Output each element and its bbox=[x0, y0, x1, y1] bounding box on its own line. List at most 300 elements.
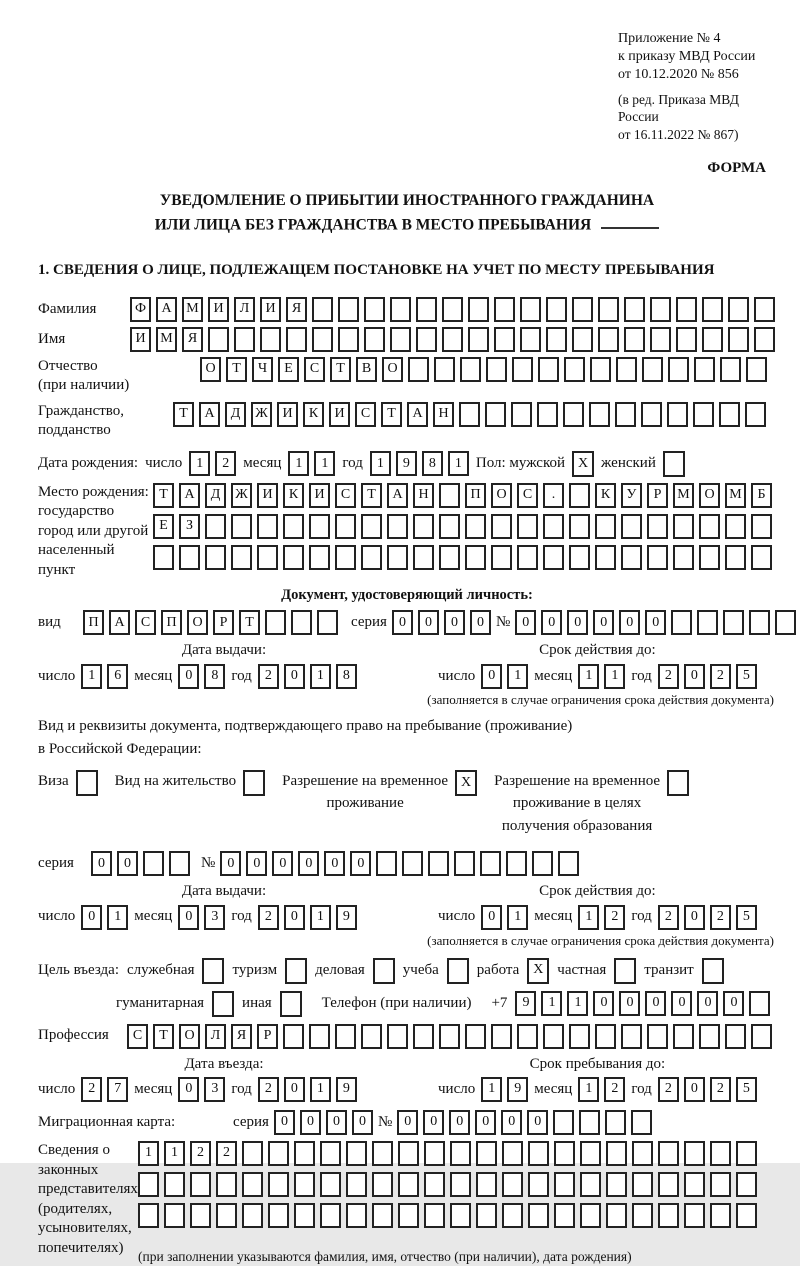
char-cell: 1 bbox=[189, 451, 210, 476]
char-cell bbox=[491, 1024, 512, 1049]
year-label: год bbox=[231, 908, 252, 925]
representatives-labels bbox=[38, 1141, 138, 1258]
char-cell bbox=[543, 545, 564, 570]
char-cell bbox=[621, 545, 642, 570]
residence-intro-1: Вид и реквизиты документа, подтверждающего право на пребывание (проживание) bbox=[38, 717, 573, 734]
char-cell bbox=[454, 851, 475, 876]
char-cell bbox=[569, 1024, 590, 1049]
sex-male-label: Пол: мужской bbox=[475, 455, 566, 472]
char-cell: 0 bbox=[481, 664, 502, 689]
residence-issue-group bbox=[38, 882, 410, 930]
char-cell bbox=[153, 545, 174, 570]
char-cell: 0 bbox=[220, 851, 241, 876]
char-cell bbox=[434, 357, 455, 382]
char-cell: С bbox=[304, 357, 325, 382]
birth-day-cells bbox=[189, 451, 236, 476]
char-cell: 1 bbox=[81, 664, 102, 689]
representatives-label-5: усыновителях, bbox=[38, 1220, 132, 1237]
char-cell bbox=[647, 545, 668, 570]
char-cell bbox=[537, 402, 558, 427]
purpose-transit-label: транзит bbox=[644, 961, 694, 978]
char-cell bbox=[242, 1203, 263, 1228]
char-cell: Т bbox=[173, 402, 194, 427]
char-cell: 0 bbox=[397, 1110, 418, 1135]
char-cell bbox=[512, 357, 533, 382]
option-visa-checkbox bbox=[76, 770, 98, 796]
char-cell bbox=[179, 545, 200, 570]
purpose-study-checkbox bbox=[447, 958, 469, 984]
purpose-commercial-checkbox bbox=[373, 958, 395, 984]
representatives-note: (при заполнении указываются фамилия, имя, отчество (при наличии), дата рождения) bbox=[138, 1249, 632, 1265]
char-cell bbox=[486, 357, 507, 382]
char-cell: 6 bbox=[107, 664, 128, 689]
purpose-tourism-checkbox bbox=[285, 958, 307, 984]
char-cell bbox=[335, 1024, 356, 1049]
title-line-2: ИЛИ ЛИЦА БЕЗ ГРАЖДАНСТВА В МЕСТО ПРЕБЫВАНИЯ bbox=[154, 216, 592, 234]
char-cell bbox=[673, 1024, 694, 1049]
doc-number-cells bbox=[515, 610, 796, 635]
edition-line-2: от 16.11.2022 № 867) bbox=[618, 126, 739, 142]
entry-month bbox=[178, 1077, 225, 1102]
char-cell bbox=[725, 545, 746, 570]
char-cell bbox=[320, 1141, 341, 1166]
char-cell: Я bbox=[231, 1024, 252, 1049]
char-cell: У bbox=[621, 483, 642, 508]
char-cell bbox=[606, 1141, 627, 1166]
char-cell: Ч bbox=[252, 357, 273, 382]
char-cell: 0 bbox=[81, 905, 102, 930]
char-cell bbox=[169, 851, 190, 876]
char-cell: 0 bbox=[284, 1077, 305, 1102]
char-cell bbox=[569, 483, 590, 508]
birth-place-cells-3 bbox=[153, 545, 772, 570]
char-cell bbox=[283, 1024, 304, 1049]
residence-number-cells bbox=[220, 851, 579, 876]
char-cell bbox=[528, 1203, 549, 1228]
char-cell bbox=[569, 545, 590, 570]
char-cell bbox=[294, 1141, 315, 1166]
edition-line-1: (в ред. Приказа МВД России bbox=[618, 91, 739, 125]
char-cell bbox=[346, 1203, 367, 1228]
char-cell bbox=[564, 357, 585, 382]
char-cell bbox=[428, 851, 449, 876]
char-cell bbox=[650, 297, 671, 322]
char-cell bbox=[361, 1024, 382, 1049]
profession-label: Профессия bbox=[38, 1027, 109, 1044]
char-cell: . bbox=[543, 483, 564, 508]
char-cell bbox=[641, 402, 662, 427]
char-cell: Т bbox=[153, 1024, 174, 1049]
char-cell bbox=[606, 1172, 627, 1197]
purpose-private-label: частная bbox=[557, 961, 607, 978]
char-cell bbox=[231, 514, 252, 539]
profession-cells bbox=[127, 1024, 772, 1049]
citizenship-label-2: подданство bbox=[38, 422, 111, 439]
char-cell: М bbox=[673, 483, 694, 508]
char-cell bbox=[268, 1203, 289, 1228]
char-cell bbox=[538, 357, 559, 382]
char-cell bbox=[416, 327, 437, 352]
char-cell bbox=[671, 610, 692, 635]
char-cell: 0 bbox=[593, 991, 614, 1016]
char-cell: О bbox=[491, 483, 512, 508]
residence-dates bbox=[38, 882, 776, 930]
char-cell bbox=[402, 851, 423, 876]
char-cell bbox=[684, 1172, 705, 1197]
char-cell bbox=[291, 610, 312, 635]
sex-female-checkbox bbox=[663, 451, 685, 477]
char-cell: 0 bbox=[470, 610, 491, 635]
char-cell bbox=[390, 327, 411, 352]
edition-block bbox=[618, 91, 776, 144]
char-cell bbox=[205, 514, 226, 539]
char-cell: Я bbox=[182, 327, 203, 352]
char-cell bbox=[546, 327, 567, 352]
char-cell bbox=[335, 514, 356, 539]
char-cell: В bbox=[356, 357, 377, 382]
char-cell: Р bbox=[647, 483, 668, 508]
char-cell: 0 bbox=[593, 610, 614, 635]
char-cell bbox=[624, 327, 645, 352]
char-cell: 0 bbox=[645, 991, 666, 1016]
option-temp-residence-label: Разрешение на временное проживание bbox=[282, 772, 449, 812]
char-cell bbox=[632, 1203, 653, 1228]
char-cell: 0 bbox=[300, 1110, 321, 1135]
char-cell bbox=[725, 514, 746, 539]
char-cell: 0 bbox=[541, 610, 562, 635]
doc-issue-day bbox=[81, 664, 128, 689]
char-cell bbox=[710, 1141, 731, 1166]
char-cell bbox=[283, 514, 304, 539]
char-cell: Л bbox=[234, 297, 255, 322]
char-cell: Д bbox=[225, 402, 246, 427]
char-cell bbox=[480, 851, 501, 876]
char-cell bbox=[642, 357, 663, 382]
char-cell bbox=[294, 1172, 315, 1197]
char-cell: О bbox=[187, 610, 208, 635]
char-cell: 1 bbox=[507, 905, 528, 930]
day-label: число bbox=[38, 1080, 76, 1097]
birth-place-label-2: государство bbox=[38, 503, 115, 520]
representatives-label-1: Сведения о bbox=[38, 1142, 110, 1159]
char-cell: 8 bbox=[204, 664, 225, 689]
migration-card-row bbox=[38, 1110, 776, 1135]
char-cell bbox=[398, 1141, 419, 1166]
char-cell: К bbox=[283, 483, 304, 508]
char-cell: 0 bbox=[684, 905, 705, 930]
char-cell: 2 bbox=[710, 664, 731, 689]
char-cell bbox=[439, 483, 460, 508]
birth-place-group bbox=[38, 483, 776, 581]
surname-cells bbox=[130, 297, 775, 322]
char-cell bbox=[605, 1110, 626, 1135]
month-label: месяц bbox=[243, 455, 282, 472]
char-cell bbox=[506, 851, 527, 876]
residence-serial-row bbox=[38, 851, 776, 876]
year-label: год bbox=[631, 908, 652, 925]
char-cell bbox=[450, 1203, 471, 1228]
char-cell bbox=[361, 514, 382, 539]
identity-doc-row bbox=[38, 610, 776, 635]
section1-heading: 1. СВЕДЕНИЯ О ЛИЦЕ, ПОДЛЕЖАЩЕМ ПОСТАНОВКЕ НА УЧЕТ ПО МЕСТУ ПРЕБЫВАНИЯ bbox=[38, 262, 715, 279]
citizenship-cells bbox=[173, 402, 766, 427]
char-cell bbox=[312, 297, 333, 322]
char-cell bbox=[408, 357, 429, 382]
doc-expiry-group bbox=[438, 641, 757, 689]
char-cell bbox=[720, 357, 741, 382]
char-cell bbox=[398, 1203, 419, 1228]
char-cell: 0 bbox=[444, 610, 465, 635]
doc-issue-year bbox=[258, 664, 357, 689]
char-cell: А bbox=[156, 297, 177, 322]
char-cell bbox=[749, 991, 770, 1016]
char-cell: 1 bbox=[481, 1077, 502, 1102]
char-cell: 0 bbox=[671, 991, 692, 1016]
char-cell: О bbox=[699, 483, 720, 508]
doc-issue-month bbox=[178, 664, 225, 689]
representatives-cells-3 bbox=[138, 1203, 757, 1228]
char-cell bbox=[205, 545, 226, 570]
char-cell bbox=[546, 297, 567, 322]
purpose-work-label: работа bbox=[476, 961, 520, 978]
char-cell: Е bbox=[153, 514, 174, 539]
char-cell: 0 bbox=[274, 1110, 295, 1135]
char-cell bbox=[595, 514, 616, 539]
char-cell: 0 bbox=[352, 1110, 373, 1135]
patronymic-labels bbox=[38, 357, 200, 396]
purpose-row-2 bbox=[116, 991, 776, 1017]
char-cell bbox=[528, 1172, 549, 1197]
stay-until-group bbox=[438, 1055, 757, 1103]
char-cell bbox=[460, 357, 481, 382]
option-temp-residence bbox=[282, 770, 477, 815]
char-cell bbox=[511, 402, 532, 427]
purpose-work-checkbox: X bbox=[527, 958, 549, 984]
char-cell: 0 bbox=[284, 905, 305, 930]
char-cell: Б bbox=[751, 483, 772, 508]
char-cell: 0 bbox=[117, 851, 138, 876]
char-cell bbox=[424, 1172, 445, 1197]
char-cell bbox=[485, 402, 506, 427]
given-name-label: Имя bbox=[38, 330, 66, 347]
char-cell bbox=[372, 1141, 393, 1166]
stay-year bbox=[658, 1077, 757, 1102]
forma-label: ФОРМА bbox=[707, 160, 766, 177]
char-cell bbox=[647, 1024, 668, 1049]
char-cell: А bbox=[179, 483, 200, 508]
char-cell: О bbox=[179, 1024, 200, 1049]
char-cell: И bbox=[309, 483, 330, 508]
doc-expiry-day bbox=[481, 664, 528, 689]
option-temp-residence-education-label: Разрешение на временное проживание в целях получения образования bbox=[494, 772, 661, 834]
option-residence-permit-checkbox bbox=[243, 770, 265, 796]
residence-expiry-heading: Срок действия до: bbox=[539, 883, 656, 900]
char-cell bbox=[590, 357, 611, 382]
purpose-tourism-label: туризм bbox=[232, 961, 278, 978]
char-cell bbox=[694, 357, 715, 382]
blank-underline bbox=[601, 213, 659, 230]
doc-issue-heading: Дата выдачи: bbox=[181, 642, 267, 659]
char-cell: А bbox=[407, 402, 428, 427]
char-cell bbox=[364, 327, 385, 352]
patronymic-cells bbox=[200, 357, 767, 382]
char-cell: 0 bbox=[527, 1110, 548, 1135]
char-cell bbox=[476, 1141, 497, 1166]
month-label: месяц bbox=[134, 667, 173, 684]
char-cell bbox=[294, 1203, 315, 1228]
char-cell bbox=[502, 1141, 523, 1166]
residence-expiry-day bbox=[481, 905, 528, 930]
char-cell bbox=[699, 1024, 720, 1049]
char-cell bbox=[413, 514, 434, 539]
purpose-commercial-label: деловая bbox=[315, 961, 365, 978]
birth-place-label-1: Место рождения: bbox=[38, 483, 149, 500]
residence-expiry-group bbox=[438, 882, 757, 930]
purpose-other-checkbox bbox=[280, 991, 302, 1017]
char-cell: 1 bbox=[541, 991, 562, 1016]
char-cell bbox=[234, 327, 255, 352]
char-cell bbox=[528, 1141, 549, 1166]
entry-day bbox=[81, 1077, 128, 1102]
char-cell: 2 bbox=[658, 1077, 679, 1102]
option-temp-residence-education-checkbox bbox=[667, 770, 689, 796]
char-cell bbox=[268, 1141, 289, 1166]
char-cell bbox=[668, 357, 689, 382]
char-cell: К bbox=[303, 402, 324, 427]
char-cell bbox=[265, 610, 286, 635]
option-residence-permit bbox=[115, 770, 265, 796]
char-cell: И bbox=[260, 297, 281, 322]
char-cell bbox=[569, 514, 590, 539]
char-cell bbox=[372, 1172, 393, 1197]
char-cell bbox=[676, 297, 697, 322]
char-cell bbox=[676, 327, 697, 352]
char-cell bbox=[439, 545, 460, 570]
char-cell: 9 bbox=[515, 991, 536, 1016]
char-cell: П bbox=[465, 483, 486, 508]
char-cell bbox=[216, 1172, 237, 1197]
char-cell: А bbox=[387, 483, 408, 508]
char-cell bbox=[459, 402, 480, 427]
char-cell: Н bbox=[433, 402, 454, 427]
char-cell: 9 bbox=[396, 451, 417, 476]
char-cell: 0 bbox=[723, 991, 744, 1016]
doc-series-label: серия bbox=[351, 614, 387, 631]
char-cell bbox=[595, 545, 616, 570]
char-cell: 2 bbox=[258, 905, 279, 930]
char-cell bbox=[554, 1172, 575, 1197]
char-cell bbox=[697, 610, 718, 635]
char-cell: К bbox=[595, 483, 616, 508]
char-cell bbox=[502, 1172, 523, 1197]
char-cell: Т bbox=[381, 402, 402, 427]
migration-number-cells bbox=[397, 1110, 652, 1135]
citizenship-row bbox=[38, 402, 776, 441]
purpose-other-label: иная bbox=[242, 994, 272, 1011]
char-cell: 0 bbox=[449, 1110, 470, 1135]
char-cell bbox=[754, 327, 775, 352]
char-cell bbox=[598, 327, 619, 352]
migration-series-label: серия bbox=[233, 1113, 269, 1130]
char-cell bbox=[699, 514, 720, 539]
char-cell: О bbox=[382, 357, 403, 382]
char-cell bbox=[190, 1203, 211, 1228]
patronymic-row bbox=[38, 357, 776, 396]
char-cell bbox=[138, 1172, 159, 1197]
char-cell bbox=[494, 297, 515, 322]
char-cell bbox=[476, 1203, 497, 1228]
entry-year bbox=[258, 1077, 357, 1102]
char-cell bbox=[543, 1024, 564, 1049]
residence-expiry-month bbox=[578, 905, 625, 930]
stay-month bbox=[578, 1077, 625, 1102]
migration-number-label: № bbox=[377, 1113, 393, 1130]
char-cell: 0 bbox=[515, 610, 536, 635]
char-cell bbox=[465, 545, 486, 570]
char-cell bbox=[647, 514, 668, 539]
char-cell: З bbox=[179, 514, 200, 539]
char-cell bbox=[736, 1141, 757, 1166]
char-cell bbox=[572, 327, 593, 352]
sex-male-checkbox: X bbox=[572, 451, 594, 477]
char-cell bbox=[309, 545, 330, 570]
option-visa-label: Виза bbox=[38, 772, 69, 789]
representatives-label-3: представителях bbox=[38, 1181, 138, 1198]
char-cell: 0 bbox=[91, 851, 112, 876]
char-cell: Р bbox=[257, 1024, 278, 1049]
appendix-line-3: от 10.12.2020 № 856 bbox=[618, 67, 739, 83]
phone-prefix: +7 bbox=[491, 994, 508, 1011]
char-cell bbox=[390, 297, 411, 322]
char-cell: 0 bbox=[284, 664, 305, 689]
residence-series-label: серия bbox=[38, 854, 74, 871]
representatives-cells-2 bbox=[138, 1172, 757, 1197]
birth-place-cells-2 bbox=[153, 514, 772, 539]
doc-expiry-year bbox=[658, 664, 757, 689]
char-cell bbox=[476, 1172, 497, 1197]
char-cell: 5 bbox=[736, 905, 757, 930]
purpose-humanitarian-label: гуманитарная bbox=[116, 994, 205, 1011]
char-cell bbox=[736, 1203, 757, 1228]
char-cell: М bbox=[182, 297, 203, 322]
char-cell bbox=[554, 1203, 575, 1228]
year-label: год bbox=[631, 1080, 652, 1097]
char-cell bbox=[632, 1172, 653, 1197]
char-cell bbox=[621, 514, 642, 539]
char-cell bbox=[413, 1024, 434, 1049]
char-cell: П bbox=[161, 610, 182, 635]
char-cell: Ф bbox=[130, 297, 151, 322]
char-cell: 0 bbox=[272, 851, 293, 876]
char-cell: 0 bbox=[423, 1110, 444, 1135]
char-cell bbox=[616, 357, 637, 382]
char-cell bbox=[673, 514, 694, 539]
entry-dates bbox=[38, 1055, 776, 1103]
char-cell bbox=[387, 514, 408, 539]
char-cell bbox=[693, 402, 714, 427]
phone-label: Телефон (при наличии) bbox=[321, 994, 472, 1011]
char-cell: 0 bbox=[178, 664, 199, 689]
char-cell bbox=[502, 1203, 523, 1228]
char-cell: 5 bbox=[736, 1077, 757, 1102]
char-cell: 0 bbox=[684, 664, 705, 689]
char-cell: 0 bbox=[350, 851, 371, 876]
day-label: число bbox=[38, 667, 76, 684]
surname-row bbox=[38, 297, 776, 322]
char-cell: 0 bbox=[392, 610, 413, 635]
char-cell: 3 bbox=[204, 1077, 225, 1102]
year-label: год bbox=[631, 667, 652, 684]
